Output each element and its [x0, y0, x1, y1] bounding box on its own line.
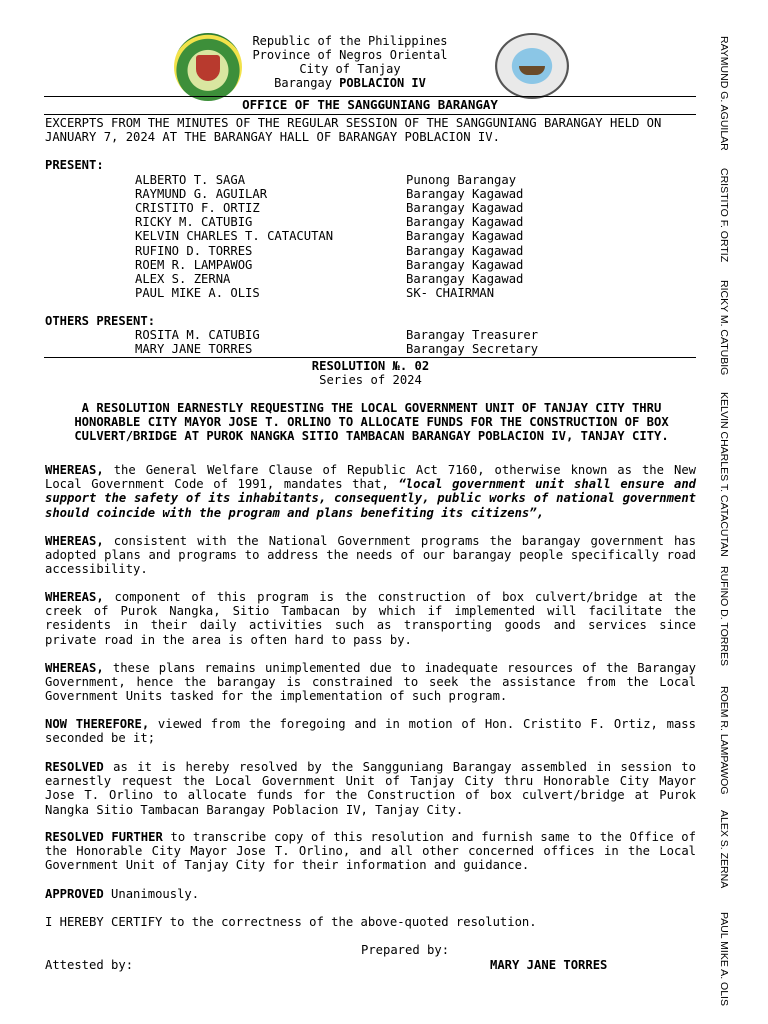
attendee-position: Barangay Kagawad: [406, 244, 524, 258]
attendee-position: Barangay Kagawad: [406, 229, 524, 243]
side-signature: ALEX S. ZERNA: [718, 810, 730, 889]
attendee-name: RICKY M. CATUBIG: [135, 215, 253, 229]
attendee-name: RAYMUND G. AGUILAR: [135, 187, 268, 201]
approved-line: APPROVED Unanimously.: [45, 887, 200, 901]
code-quote: “local government unit shall ensure and support the safety of its inhabitants, consequently, public works of national government should coincide with the program and plans benefiting its citizens”,: [45, 477, 696, 520]
attested-by-label: Attested by:: [45, 958, 134, 972]
attendee-position: Barangay Kagawad: [406, 258, 524, 272]
attendee-name: ALBERTO T. SAGA: [135, 173, 246, 187]
resolved-paragraph: RESOLVED as it is hereby resolved by the Sangguniang Barangay assembled in session to earnestly request the Local Government Unit of Tanjay City thru Honorable City Mayor Jose T. Orlino to allocate funds for the Construction of box culvert/bridge at Purok Nangka Sitio Tambacan Barangay Poblacion IV, Tanjay City.: [45, 760, 696, 817]
side-signature: CRISTITO F. ORTIZ: [718, 168, 730, 263]
others-present-label: OTHERS PRESENT:: [45, 314, 156, 328]
attendee-row: [135, 187, 555, 201]
header-barangay: Barangay POBLACION IV: [274, 76, 426, 90]
attendee-row: [135, 229, 555, 243]
attendee-position: Barangay Kagawad: [406, 187, 524, 201]
now-therefore-paragraph: NOW THEREFORE, viewed from the foregoing and in motion of Hon. Cristito F. Ortiz, mass seconded be it;: [45, 717, 696, 746]
resolution-number: RESOLUTION №. 02: [311, 359, 430, 373]
side-signature: KELVIN CHARLES T. CATACUTAN: [718, 392, 730, 557]
attendee-row: [135, 244, 555, 258]
side-signature: RAYMUND G. AGUILAR: [718, 36, 730, 151]
attendee-name: MARY JANE TORRES: [135, 342, 253, 356]
barangay-name: POBLACION IV: [339, 76, 426, 90]
attendee-name: ALEX S. ZERNA: [135, 272, 231, 286]
whereas-paragraph-2: WHEREAS, consistent with the National Government programs the barangay government has adopted plans and programs to address the needs of our barangay people specifically road accessibility.: [45, 534, 696, 577]
header-city: City of Tanjay: [299, 62, 401, 76]
side-signature: PAUL MIKE A. OLIS: [718, 912, 730, 1006]
resolution-divider: [44, 357, 696, 358]
attendee-row: [135, 272, 555, 286]
attendee-name: ROSITA M. CATUBIG: [135, 328, 260, 342]
attendee-position: Punong Barangay: [406, 173, 517, 187]
resolved-further-paragraph: RESOLVED FURTHER to transcribe copy of this resolution and furnish same to the Office of the Honorable City Mayor Jose T. Orlino, and all other concerned offices in the Local Government Unit of Tanjay City for their information and guidance.: [45, 830, 696, 873]
attendee-row: [135, 328, 555, 342]
attendee-row: [135, 342, 555, 356]
attendee-position: SK- CHAIRMAN: [406, 286, 495, 300]
side-signature: ROEM R. LAMPAWOG: [718, 686, 730, 795]
attendee-position: Barangay Kagawad: [406, 272, 524, 286]
prepared-by-label: Prepared by:: [361, 943, 450, 957]
attendee-name: PAUL MIKE A. OLIS: [135, 286, 260, 300]
attendee-position: Barangay Kagawad: [406, 215, 524, 229]
minutes-excerpt: EXCERPTS FROM THE MINUTES OF THE REGULAR SESSION OF THE SANGGUNIANG BARANGAY HELD ON JANUARY 7, 2024 AT THE BARANGAY HALL OF BARANGAY POBLACION IV.: [45, 116, 662, 145]
attendee-name: RUFINO D. TORRES: [135, 244, 253, 258]
attendee-row: [135, 286, 555, 300]
attendee-name: CRISTITO F. ORTIZ: [135, 201, 260, 215]
office-divider: [44, 114, 696, 115]
attendee-name: ROEM R. LAMPAWOG: [135, 258, 253, 272]
secretary-signature-name: MARY JANE TORRES: [490, 958, 608, 972]
attendee-position: Barangay Treasurer: [406, 328, 539, 342]
attendee-row: [135, 215, 555, 229]
header-republic: Republic of the Philippines: [252, 34, 448, 48]
certification-line: I HEREBY CERTIFY to the correctness of the above-quoted resolution.: [45, 915, 537, 929]
resolution-title: A RESOLUTION EARNESTLY REQUESTING THE LOCAL GOVERNMENT UNIT OF TANJAY CITY THRU HONORABLE CITY MAYOR JOSE T. ORLINO TO ALLOCATE FUNDS FOR THE CONSTRUCTION OF BOX CULVERT/BRIDGE AT PUROK NANGKA SITIO TAMBACAN BARANGAY POBLACION IV, TANJAY CITY.: [74, 401, 669, 444]
attendee-position: Barangay Kagawad: [406, 201, 524, 215]
letterhead: [0, 34, 700, 90]
whereas-paragraph-3: WHEREAS, component of this program is the construction of box culvert/bridge at the creek of Purok Nangka, Sitio Tambacan by which if implemented will facilitate the residents in their daily activities such as transporting goods and services since private road in the area is often hard to pass by.: [45, 590, 696, 647]
attendee-row: [135, 201, 555, 215]
resolution-series: Series of 2024: [319, 373, 422, 387]
attendee-name: KELVIN CHARLES T. CATACUTAN: [135, 229, 334, 243]
side-signature: RUFINO D. TORRES: [718, 566, 730, 666]
attendee-row: [135, 258, 555, 272]
office-title: OFFICE OF THE SANGGUNIANG BARANGAY: [242, 97, 498, 112]
header-province: Province of Negros Oriental: [252, 48, 448, 62]
attendee-row: [135, 173, 555, 187]
present-label: PRESENT:: [45, 158, 104, 172]
whereas-paragraph-4: WHEREAS, these plans remains unimplemented due to inadequate resources of the Barangay Government, hence the barangay is constrained to seek the assistance from the Local Government Units tasked for the implementation of such program.: [45, 661, 696, 704]
side-signature: RICKY M. CATUBIG: [718, 280, 730, 376]
attendee-position: Barangay Secretary: [406, 342, 539, 356]
whereas-paragraph-1: WHEREAS, the General Welfare Clause of Republic Act 7160, otherwise known as the New Local Government Code of 1991, mandates that, “local government unit shall ensure and support the safety of its inhabitants, consequently, public works of national government should coincide with the program and plans benefiting its citizens”,: [45, 463, 696, 520]
